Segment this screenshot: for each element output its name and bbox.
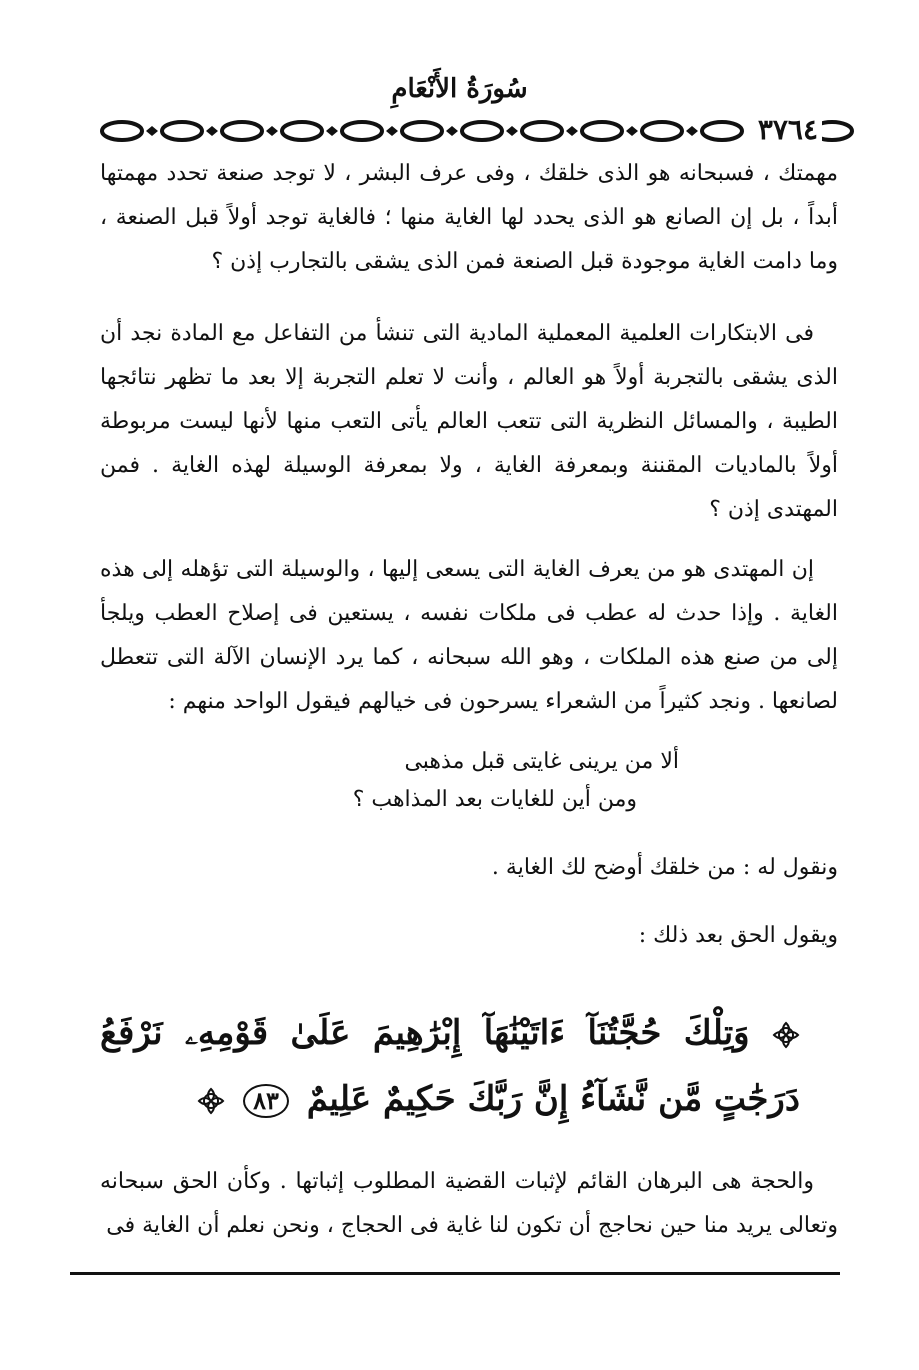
surah-title: سُورَةُ الأَنْعَامِ — [391, 74, 528, 104]
paragraph-text: ونقول له : من خلقك أوضح لك الغاية . — [491, 855, 838, 880]
quran-line-1 — [100, 1000, 800, 1066]
paragraph-3 — [100, 548, 838, 724]
quran-line-1-text: وَتِلْكَ حُجَّتُنَآ ءَاتَيْنَٰهَآ إِبْرَٰهِيمَ عَلَىٰ قَوْمِهِۦ نَرْفَعُ — [100, 1013, 750, 1053]
quran-line-2-text: دَرَجَٰتٍ مَّن نَّشَآءُ إِنَّ رَبَّكَ حَكِيمٌ عَلِيمٌ — [306, 1079, 800, 1119]
paragraph-4 — [100, 846, 838, 890]
page-number: ٣٧٦٤ — [754, 113, 822, 146]
header-border — [96, 113, 856, 146]
paragraph-text: مهمتك ، فسبحانه هو الذى خلقك ، وفى عرف البشر ، لا توجد صنعة تحدد مهمتها أبداً ، بل إن الصانع هو الذى يحدد لها الغاية منها ؛ فالغاية توجد أولاً قبل الصنعة ، وما دامت الغاية موجودة قبل الصنعة فمن الذى يشقى بالتجارب إذن ؟ — [100, 161, 838, 274]
verse-start-ornament-icon — [772, 1021, 800, 1049]
paragraph-5 — [100, 914, 838, 958]
quran-verse — [100, 1000, 800, 1132]
poetry-line-2: ومن أين للغايات بعد المذاهب ؟ — [352, 787, 637, 812]
paragraph-6 — [100, 1160, 838, 1248]
poetry-line-1: ألا من يرينى غايتى قبل مذهبى — [404, 749, 679, 774]
verse-end-ornament-icon — [197, 1087, 225, 1115]
chain-border-icon — [96, 116, 856, 146]
quran-line-2 — [100, 1066, 800, 1132]
paragraph-2 — [100, 312, 838, 532]
paragraph-1 — [100, 152, 838, 284]
ayah-number: ٨٣ — [243, 1084, 289, 1118]
paragraph-text: فى الابتكارات العلمية المعملية المادية التى تنشأ من التفاعل مع المادة نجد أن الذى يشقى بالتجربة أولاً هو العالم ، وأنت لا تعلم التجربة إلا بعد ما تظهر نتائجها الطيبة ، والمسائل النظرية التى تتعب العالم يأتى التعب منها لأنها ليست مربوطة أولاً بالماديات المقننة وبمعرفة الغاية ، ولا بمعرفة الوسيلة لهذه الغاية . فمن المهتدى إذن ؟ — [100, 321, 838, 522]
paragraph-text: ويقول الحق بعد ذلك : — [638, 923, 838, 948]
paragraph-text: والحجة هى البرهان القائم لإثبات القضية المطلوب إثباتها . وكأن الحق سبحانه وتعالى يريد منا حين نحاجج أن تكون لنا غاية فى الحجاج ، ونحن نعلم أن الغاية فى — [100, 1169, 838, 1238]
footer-divider — [70, 1272, 840, 1275]
paragraph-text: إن المهتدى هو من يعرف الغاية التى يسعى إليها ، والوسيلة التى تؤهله إلى هذه الغاية . وإذا حدث له عطب فى ملكات نفسه ، يستعين فى إصلاح العطب ويلجأ إلى من صنع هذه الملكات ، وهو الله سبحانه ، كما يرد الإنسان الآلة التى تتعطل لصانعها . ونجد كثيراً من الشعراء يسرحون فى خيالهم فيقول الواحد منهم : — [100, 557, 838, 714]
